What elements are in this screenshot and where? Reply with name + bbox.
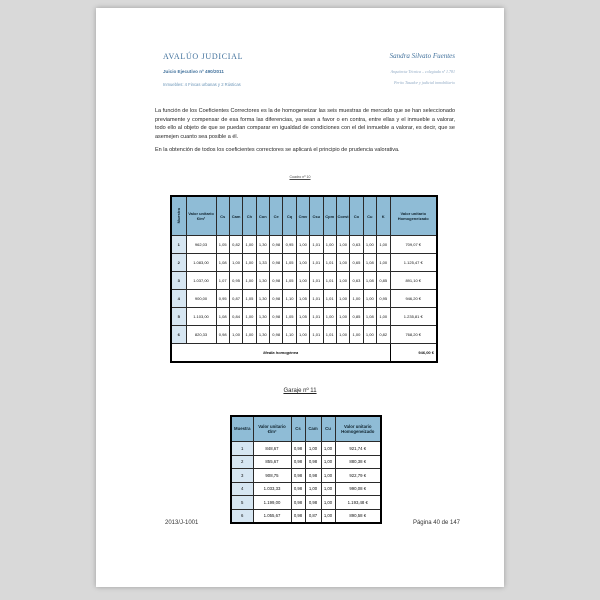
value-cell: 1,30	[256, 326, 269, 344]
column-header: Cam	[229, 196, 242, 236]
table-row	[231, 469, 381, 483]
column-header: Cmv	[296, 196, 309, 236]
value-cell: 1,00	[321, 482, 335, 496]
value-cell: 1,01	[323, 272, 336, 290]
value-cell: 1.103,00	[186, 308, 216, 326]
column-header: Valor unitario €/m²	[253, 416, 291, 442]
value-cell: 0,98	[270, 308, 283, 326]
document-page	[96, 8, 504, 587]
property-summary: Inmuebles: 4 Fincas urbanas y 2 Rústicas	[163, 82, 241, 87]
value-cell: 768,20 €	[390, 326, 437, 344]
value-cell: 0,95	[283, 236, 296, 254]
value-cell: 0,82	[229, 236, 242, 254]
column-header: Valor unitario Homogeneizado	[335, 416, 381, 442]
value-cell: 0,95	[216, 290, 229, 308]
value-cell: 1,00	[323, 236, 336, 254]
value-cell: 1,00	[243, 326, 256, 344]
value-cell: 1,00	[243, 308, 256, 326]
table-row	[171, 290, 437, 308]
value-cell: 0,98	[270, 236, 283, 254]
column-header: Csu	[310, 196, 323, 236]
value-cell: 1,00	[243, 272, 256, 290]
value-cell: 1,00	[363, 290, 376, 308]
value-cell: 1,01	[310, 326, 323, 344]
value-cell: 880,38 €	[335, 455, 381, 469]
value-cell: 1,00	[336, 254, 349, 272]
table-row	[171, 326, 437, 344]
value-cell: 1.235,81 €	[390, 308, 437, 326]
value-cell: 1,08	[363, 254, 376, 272]
value-cell: 946,20 €	[390, 290, 437, 308]
sample-number-cell: 1	[171, 236, 186, 254]
value-cell: 1,07	[216, 272, 229, 290]
document-title: AVALÚO JUDICIAL	[163, 52, 244, 61]
paragraph-coefficients: La función de los Coeficientes Correctores es la de homogeneizar las seis muestras de mercado que se han seleccionado previamente y compensar de esa forma las diferencias, ya sean a favor o en contra, entre ellas y el inmueble a valorar, todo ello al objeto de que se puedan comparar en igualdad de condiciones con el del inmueble a valorar, es decir, que se asemejen cuanto sea posible a él.	[155, 108, 455, 140]
table-row	[231, 455, 381, 469]
garage-homogenization-table	[230, 415, 382, 524]
column-header: Cs	[291, 416, 305, 442]
value-cell: 0,98	[270, 254, 283, 272]
table-row	[171, 254, 437, 272]
value-cell: 1,01	[323, 290, 336, 308]
column-header: Cq	[283, 196, 296, 236]
value-cell: 1,10	[283, 290, 296, 308]
value-cell: 1,30	[256, 236, 269, 254]
value-cell: 820,33	[186, 326, 216, 344]
value-cell: 1,00	[377, 236, 391, 254]
value-cell: 1,00	[363, 326, 376, 344]
header-right	[390, 52, 455, 85]
column-header: Ch	[243, 196, 256, 236]
sample-number-cell: 5	[231, 496, 253, 510]
header-row	[171, 196, 437, 236]
table-row	[171, 272, 437, 290]
column-header: Con	[256, 196, 269, 236]
value-cell: 0,65	[350, 254, 363, 272]
value-cell: 1,00	[321, 442, 335, 456]
column-header: Cam	[305, 416, 321, 442]
value-cell: 1,00	[336, 326, 349, 344]
value-cell: 921,74 €	[335, 442, 381, 456]
value-cell: 1,05	[296, 308, 309, 326]
value-cell: 1,08	[363, 308, 376, 326]
author-credentials: Arquitecta Técnica – colegiada nº 1.781	[390, 69, 455, 74]
value-cell: 1.033,33	[253, 482, 291, 496]
value-cell: 1,10	[283, 326, 296, 344]
value-cell: 1,05	[283, 254, 296, 272]
value-cell: 962,03	[186, 236, 216, 254]
author-role: Perito Tasador y judicial inmobiliario	[394, 80, 455, 85]
footer-page-number: Página 40 de 147	[412, 520, 460, 526]
column-header: Cu	[321, 416, 335, 442]
value-cell: 1,05	[216, 236, 229, 254]
value-cell: 1,00	[321, 469, 335, 483]
value-cell: 1.083,00	[186, 254, 216, 272]
table-row	[231, 496, 381, 510]
value-cell: 1,01	[323, 326, 336, 344]
sample-number-cell: 5	[171, 308, 186, 326]
value-cell: 1,08	[216, 254, 229, 272]
value-cell: 0,98	[270, 326, 283, 344]
value-cell: 0,85	[350, 308, 363, 326]
value-cell: 1,33	[256, 254, 269, 272]
value-cell: 1,01	[323, 254, 336, 272]
value-cell: 1.055,67	[253, 509, 291, 523]
value-cell: 1,00	[296, 272, 309, 290]
sample-number-cell: 2	[231, 455, 253, 469]
value-cell: 0,98	[305, 469, 321, 483]
value-cell: 1.193,48 €	[335, 496, 381, 510]
value-cell: 1,00	[336, 236, 349, 254]
sample-number-cell: 1	[231, 442, 253, 456]
total-row	[171, 344, 437, 363]
value-cell: 1,01	[310, 254, 323, 272]
value-cell: 1,00	[229, 254, 242, 272]
column-header: Cs	[216, 196, 229, 236]
sample-number-cell: 4	[171, 290, 186, 308]
value-cell: 1,08	[216, 308, 229, 326]
value-cell: 1.037,00	[186, 272, 216, 290]
value-cell: 0,63	[350, 236, 363, 254]
value-cell: 1,00	[229, 326, 242, 344]
column-header: Valor unitario Homogeneizado	[390, 196, 437, 236]
small-caption: Cuadro nº 10	[289, 175, 311, 179]
value-cell: 1,05	[243, 290, 256, 308]
value-cell: 1,00	[377, 308, 391, 326]
value-cell: 1,05	[296, 290, 309, 308]
value-cell: 1,00	[321, 496, 335, 510]
total-label: Media homogénea	[171, 344, 390, 363]
value-cell: 900,00	[186, 290, 216, 308]
value-cell: 1,00	[321, 509, 335, 523]
paragraph-prudence: En la obtención de todos los coeficientes correctores se aplicará el principio de prudencia valorativa.	[155, 147, 400, 153]
column-header: Muestra	[231, 416, 253, 442]
case-number: Juicio Ejecutivo nº 490/2011	[163, 69, 224, 74]
value-cell: 1,05	[283, 272, 296, 290]
value-cell: 922,79 €	[335, 469, 381, 483]
sample-number-cell: 2	[171, 254, 186, 272]
value-cell: 1,30	[256, 290, 269, 308]
value-cell: 0,85	[377, 272, 391, 290]
value-cell: 1,00	[377, 254, 391, 272]
value-cell: 1,00	[363, 236, 376, 254]
value-cell: 0,98	[270, 272, 283, 290]
value-cell: 1,00	[350, 326, 363, 344]
value-cell: 1,00	[336, 272, 349, 290]
value-cell: 1,00	[305, 442, 321, 456]
value-cell: 0,98	[216, 326, 229, 344]
value-cell: 891,10 €	[390, 272, 437, 290]
value-cell: 0,98	[270, 290, 283, 308]
value-cell: 908,75	[253, 469, 291, 483]
homogenization-table	[170, 195, 438, 363]
value-cell: 1,00	[296, 236, 309, 254]
column-header: Cu	[363, 196, 376, 236]
column-header: Valor unitario €/m²	[186, 196, 216, 236]
value-cell: 0,98	[291, 482, 305, 496]
value-cell: 1,08	[363, 272, 376, 290]
value-cell: 0,87	[305, 509, 321, 523]
value-cell: 0,98	[291, 442, 305, 456]
table-row	[231, 509, 381, 523]
value-cell: 709,07 €	[390, 236, 437, 254]
total-value: 946,00 €	[390, 344, 437, 363]
value-cell: 848,67	[253, 442, 291, 456]
value-cell: 1,00	[336, 290, 349, 308]
column-header: Cpm	[323, 196, 336, 236]
value-cell: 1,00	[305, 482, 321, 496]
value-cell: 1,00	[296, 326, 309, 344]
table-row	[171, 236, 437, 254]
column-header: K	[377, 196, 391, 236]
header-left	[163, 52, 243, 87]
value-cell: 0,95	[229, 272, 242, 290]
table-row	[231, 482, 381, 496]
footer-reference: 2013/J-1001	[165, 520, 199, 526]
value-cell: 0,82	[377, 326, 391, 344]
table-row	[231, 442, 381, 456]
column-header: Co	[350, 196, 363, 236]
value-cell: 1,01	[310, 290, 323, 308]
value-cell: 1,05	[283, 308, 296, 326]
value-cell: 0,87	[229, 290, 242, 308]
value-cell: 1,00	[323, 308, 336, 326]
value-cell: 1,00	[321, 455, 335, 469]
sample-number-cell: 4	[231, 482, 253, 496]
value-cell: 855,67	[253, 455, 291, 469]
value-cell: 1,00	[243, 236, 256, 254]
sample-number-cell: 6	[231, 509, 253, 523]
value-cell: 0,95	[377, 290, 391, 308]
value-cell: 990,08 €	[335, 482, 381, 496]
sample-number-cell: 3	[171, 272, 186, 290]
value-cell: 1.199,00	[253, 496, 291, 510]
value-cell: 0,98	[305, 496, 321, 510]
author-name: Sandra Silvato Fuentes	[389, 52, 455, 60]
header-row	[231, 416, 381, 442]
column-header: Ce	[270, 196, 283, 236]
value-cell: 1,01	[310, 308, 323, 326]
garage-caption: Garaje nº 11	[283, 388, 317, 394]
column-header: Muestra	[171, 196, 186, 236]
value-cell: 1,01	[310, 236, 323, 254]
value-cell: 1,30	[256, 272, 269, 290]
table-row	[171, 308, 437, 326]
column-header: Coest	[336, 196, 349, 236]
sample-number-cell: 3	[231, 469, 253, 483]
value-cell: 0,98	[291, 455, 305, 469]
value-cell: 1,30	[256, 308, 269, 326]
value-cell: 1,00	[336, 308, 349, 326]
value-cell: 0,63	[350, 272, 363, 290]
value-cell: 1,01	[310, 272, 323, 290]
value-cell: 0,98	[305, 455, 321, 469]
value-cell: 1,00	[350, 290, 363, 308]
value-cell: 0,98	[291, 509, 305, 523]
value-cell: 0,98	[291, 496, 305, 510]
value-cell: 0,98	[291, 469, 305, 483]
value-cell: 890,58 €	[335, 509, 381, 523]
value-cell: 0,84	[229, 308, 242, 326]
sample-number-cell: 6	[171, 326, 186, 344]
value-cell: 1,00	[243, 254, 256, 272]
value-cell: 1.125,47 €	[390, 254, 437, 272]
value-cell: 1,00	[296, 254, 309, 272]
